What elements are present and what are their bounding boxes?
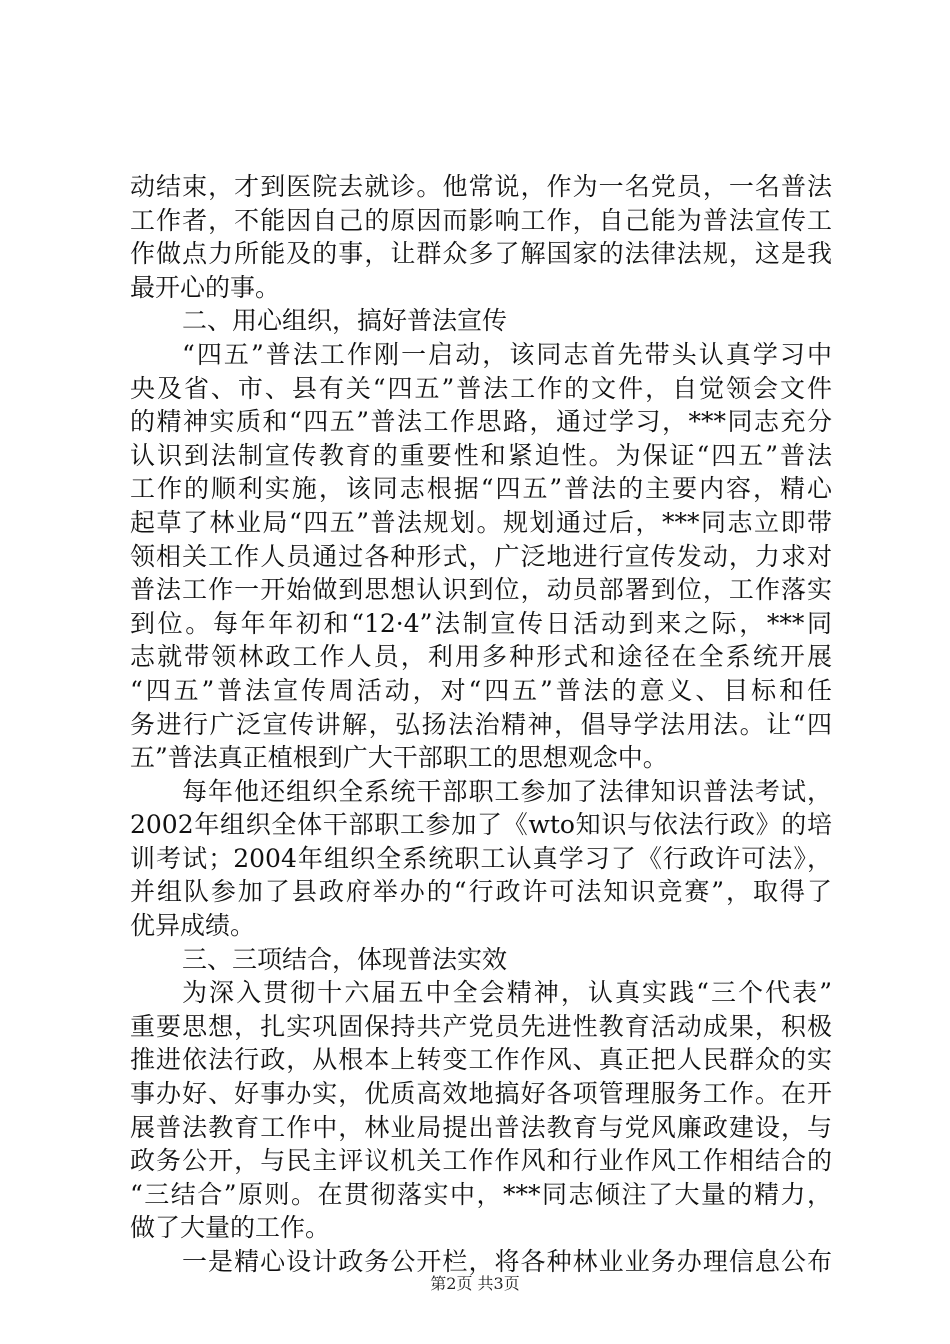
text-line: 普法工作一开始做到思想认识到位，动员部署到位，工作落实: [130, 575, 832, 605]
section-heading: [130, 304, 832, 338]
text-line: 事办好、好事办实，优质高效地搞好各项管理服务工作。在开: [130, 1079, 832, 1109]
text-line: 志就带领林政工作人员，利用多种形式和途径在全系统开展: [130, 642, 832, 672]
text-line: 训考试；2004年组织全系统职工认真学习了《行政许可法》，: [130, 843, 832, 873]
paragraph: [130, 775, 832, 943]
text-line: 为深入贯彻十六届五中全会精神，认真实践“三个代表”: [182, 978, 832, 1008]
text-line: 展普法教育工作中，林业局提出普法教育与党风廉政建设，与: [130, 1112, 832, 1142]
text-line: 认识到法制宣传教育的重要性和紧迫性。为保证“四五”普法: [130, 440, 832, 470]
text-line: 优异成绩。: [130, 911, 256, 941]
text-line: 起草了林业局“四五”普法规划。规划通过后，***同志立即带: [130, 507, 832, 537]
text-line: 五”普法真正植根到广大干部职工的思想观念中。: [130, 743, 668, 773]
text-line: 央及省、市、县有关“四五”普法工作的文件，自觉领会文件: [130, 373, 832, 403]
text-line: 2002年组织全体干部职工参加了《wto知识与依法行政》的培: [130, 810, 832, 840]
text-line: 每年他还组织全系统干部职工参加了法律知识普法考试，: [182, 776, 832, 806]
text-line: 到位。每年年初和“12·4”法制宣传日活动到来之际，***同: [130, 608, 832, 638]
text-line: 作做点力所能及的事，让群众多了解国家的法律法规，这是我: [130, 239, 832, 269]
paragraph: [130, 170, 832, 304]
page-footer: 第2页 共3页: [430, 1274, 520, 1293]
document-body: [130, 170, 832, 1279]
text-line: “四五”普法宣传周活动，对“四五”普法的意义、目标和任: [130, 675, 832, 705]
text-line: 务进行广泛宣传讲解，弘扬法治精神，倡导学法用法。让“四: [130, 709, 832, 739]
section-heading: [130, 943, 832, 977]
text-line: 二、用心组织，搞好普法宣传: [182, 306, 508, 336]
text-line: “三结合”原则。在贯彻落实中，***同志倾注了大量的精力，: [130, 1179, 832, 1209]
text-line: 动结束，才到医院去就诊。他常说，作为一名党员，一名普法: [130, 172, 832, 201]
text-line: 工作者，不能因自己的原因而影响工作，自己能为普法宣传工: [130, 205, 832, 235]
text-line: 推进依法行政，从根本上转变工作作风、真正把人民群众的实: [130, 1045, 832, 1075]
paragraph: [130, 338, 832, 775]
text-line: 并组队参加了县政府举办的“行政许可法知识竞赛”，取得了: [130, 877, 832, 907]
text-line: 重要思想，扎实巩固保持共产党员先进性教育活动成果，积极: [130, 1011, 832, 1041]
text-line: 政务公开，与民主评议机关工作作风和行业作风工作相结合的: [130, 1146, 832, 1176]
text-line: 工作的顺利实施，该同志根据“四五”普法的主要内容，精心: [130, 474, 832, 504]
text-line: 做了大量的工作。: [130, 1213, 331, 1243]
text-line: 的精神实质和“四五”普法工作思路，通过学习，***同志充分: [130, 407, 832, 437]
text-line: 三、三项结合，体现普法实效: [182, 944, 508, 974]
text-line: “四五”普法工作刚一启动，该同志首先带头认真学习中: [182, 339, 832, 369]
text-line: 领相关工作人员通过各种形式，广泛地进行宣传发动，力求对: [130, 541, 832, 571]
paragraph: [130, 976, 832, 1245]
text-line: 最开心的事。: [130, 272, 281, 302]
text-line: 一是精心设计政务公开栏，将各种林业业务办理信息公布: [182, 1247, 832, 1276]
